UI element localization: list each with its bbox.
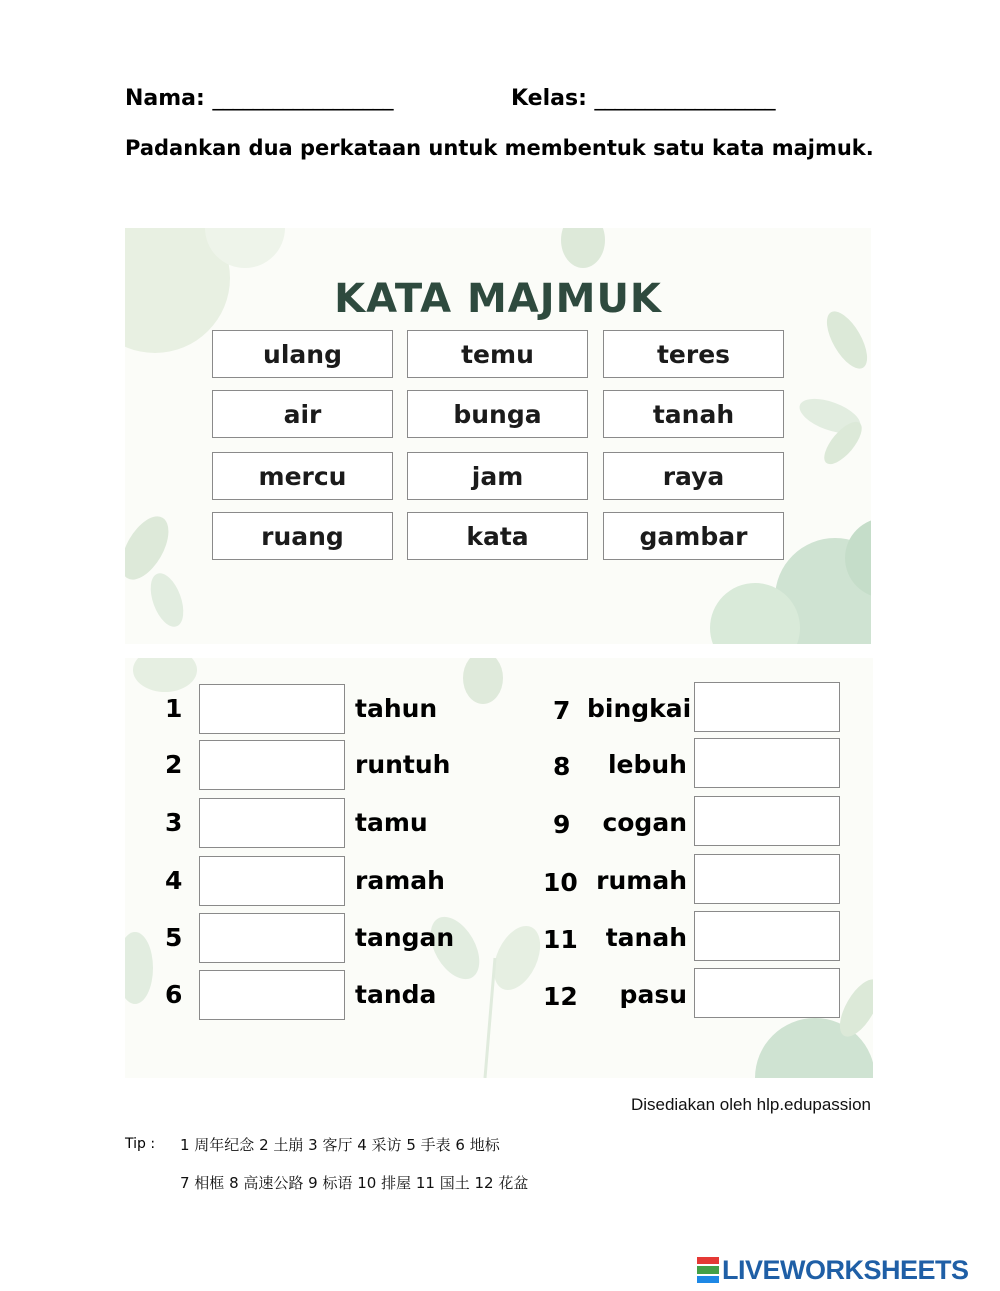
name-label: Nama:: [125, 86, 205, 111]
question-word: lebuh: [607, 750, 687, 779]
question-word: tamu: [355, 808, 428, 837]
instruction-text: Padankan dua perkataan untuk membentuk satu kata majmuk.: [125, 136, 874, 160]
logo-text: LIVEWORKSHEETS: [722, 1254, 969, 1285]
question-word: ramah: [355, 866, 445, 895]
question-word: runtuh: [355, 750, 451, 779]
question-word: tanah: [605, 923, 687, 952]
word-bank-item[interactable]: temu: [407, 330, 588, 378]
class-label: Kelas:: [511, 86, 587, 111]
question-number: 5: [165, 923, 183, 952]
credit-text: Disediakan oleh hlp.edupassion: [630, 1095, 871, 1114]
word-bank-item[interactable]: jam: [407, 452, 588, 500]
question-number: 11: [543, 925, 578, 954]
answer-box[interactable]: [694, 796, 840, 846]
question-number: 4: [165, 866, 183, 895]
tip-line-1: 1 周年纪念 2 土崩 3 客厅 4 采访 5 手表 6 地标: [180, 1136, 500, 1154]
question-number: 12: [543, 982, 578, 1011]
question-number: 2: [165, 750, 183, 779]
question-word: cogan: [602, 808, 687, 837]
word-bank-item[interactable]: raya: [603, 452, 784, 500]
question-number: 8: [553, 752, 571, 781]
question-number: 3: [165, 808, 183, 837]
answer-box[interactable]: [199, 856, 345, 906]
word-bank-item[interactable]: teres: [603, 330, 784, 378]
answer-box[interactable]: [694, 911, 840, 961]
word-bank-item[interactable]: ruang: [212, 512, 393, 560]
word-bank-item[interactable]: gambar: [603, 512, 784, 560]
word-bank-item[interactable]: ulang: [212, 330, 393, 378]
question-word: bingkai: [587, 694, 692, 723]
answer-box[interactable]: [694, 738, 840, 788]
class-blank-line[interactable]: __________________: [594, 86, 775, 111]
question-number: 1: [165, 694, 183, 723]
class-field: [511, 86, 775, 111]
answer-box[interactable]: [199, 684, 345, 734]
answer-box[interactable]: [694, 854, 840, 904]
exercise-card: [125, 658, 873, 1078]
question-word: rumah: [596, 866, 687, 895]
tip-line-2: 7 相框 8 高速公路 9 标语 10 排屋 11 国土 12 花盆: [180, 1174, 529, 1192]
answer-box[interactable]: [694, 682, 840, 732]
word-bank-title: KATA MAJMUK: [334, 276, 662, 322]
word-bank-item[interactable]: kata: [407, 512, 588, 560]
name-field: [125, 86, 393, 111]
answer-box[interactable]: [199, 970, 345, 1020]
question-number: 10: [543, 868, 578, 897]
answer-box[interactable]: [694, 968, 840, 1018]
answer-box[interactable]: [199, 740, 345, 790]
word-bank-item[interactable]: bunga: [407, 390, 588, 438]
answer-box[interactable]: [199, 798, 345, 848]
question-word: tangan: [355, 923, 455, 952]
question-word: tanda: [355, 980, 437, 1009]
answer-box[interactable]: [199, 913, 345, 963]
word-bank-item[interactable]: air: [212, 390, 393, 438]
logo-mark-icon: [697, 1257, 719, 1283]
word-bank-card: [125, 228, 871, 644]
question-number: 7: [553, 696, 571, 725]
tip-label: Tip :: [125, 1136, 156, 1152]
question-number: 6: [165, 980, 183, 1009]
liveworksheets-logo: [697, 1255, 969, 1285]
name-blank-line[interactable]: __________________: [212, 86, 393, 111]
word-bank-item[interactable]: mercu: [212, 452, 393, 500]
question-word: tahun: [355, 694, 438, 723]
question-word: pasu: [619, 980, 687, 1009]
word-bank-item[interactable]: tanah: [603, 390, 784, 438]
question-number: 9: [553, 810, 571, 839]
